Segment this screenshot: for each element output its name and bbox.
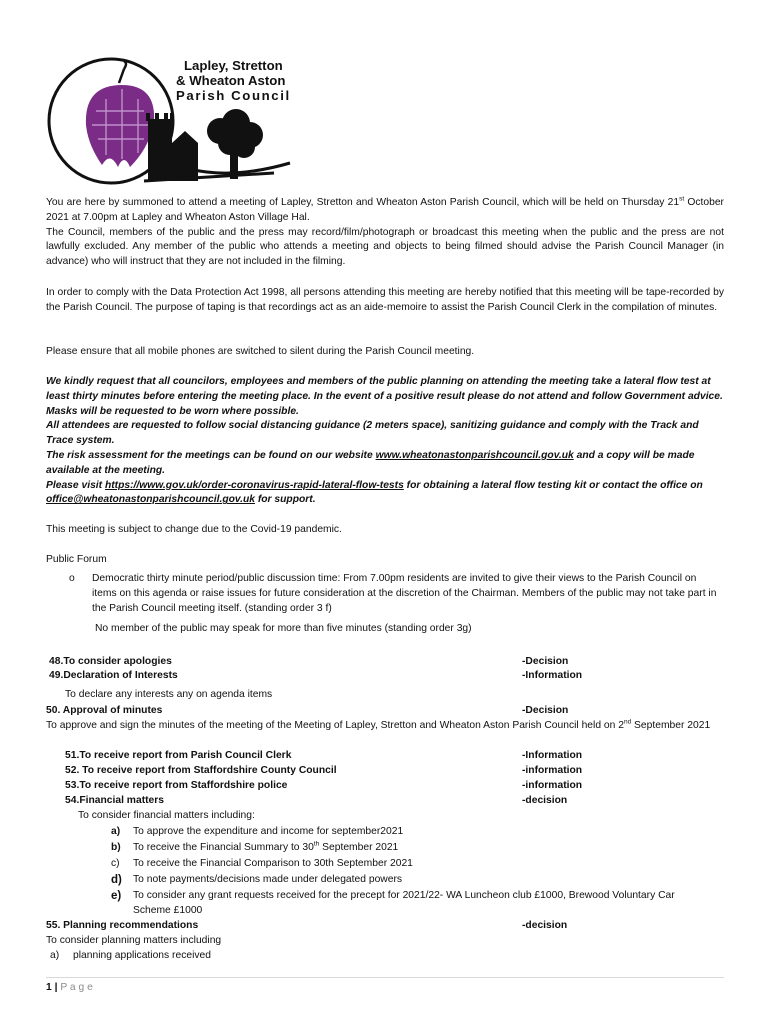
- agenda-item-50: 50. Approval of minutes: [46, 705, 163, 716]
- distancing-request: All attendees are requested to follow social distancing guidance (2 meters space), sanitizing guidance and comply with the Track and Trace system.: [46, 420, 699, 447]
- summons-paragraph: [46, 196, 724, 270]
- council-website-link[interactable]: www.wheatonastonparishcouncil.gov.uk: [375, 449, 574, 461]
- fin-item-d-text: To note payments/decisions made under delegated powers: [133, 874, 403, 885]
- flower-icon: [119, 61, 126, 83]
- kit-note-text-end: for support.: [254, 494, 316, 506]
- agenda-item-49-note: To declare any interests any on agenda items: [65, 689, 273, 700]
- agenda-item-52: 52. To receive report from Staffordshire County Council: [65, 765, 337, 776]
- agenda-item-51: 51.To receive report from Parish Council Clerk: [65, 750, 292, 761]
- agenda-item-50-note: [46, 719, 726, 734]
- agenda-item-53-type: -information: [522, 780, 583, 791]
- plan-item-a-letter: a): [50, 950, 60, 961]
- fin-item-a-text: To approve the expenditure and income for september2021: [133, 826, 404, 837]
- minutes-note-text: To approve and sign the minutes of the meeting of the Meeting of Lapley, Stretton and Wheaton Aston Parish Council held on 2: [46, 720, 624, 731]
- risk-assessment-text-end: and a copy will be made available at the meeting.: [46, 449, 695, 476]
- public-forum-text-2: No member of the public may speak for more than five minutes (standing order 3g): [95, 623, 472, 634]
- footer-separator: |: [54, 982, 58, 993]
- covid-change-note: This meeting is subject to change due to the Covid-19 pandemic.: [46, 524, 342, 535]
- fin-b-sup: th: [313, 840, 320, 848]
- covid-guidance: [46, 375, 724, 508]
- risk-assessment-note: [46, 449, 724, 479]
- agenda-item-48: 48.To consider apologies: [49, 656, 172, 667]
- fin-item-a-letter: a): [111, 826, 121, 837]
- logo-title-line2: & Wheaton Aston: [176, 73, 286, 88]
- fin-item-b-text: [133, 841, 398, 855]
- recording-notice: The Council, members of the public and the press may record/film/photograph or broadcast this meeting when the public and the press are not lawfully excluded. Any member of the public who attends a meeting and objects to being filmed should advise the Parish Council Manager (in advance) who will instruct that they are not included in the filming.: [46, 226, 724, 268]
- public-forum-text: Democratic thirty minute period/public discussion time: From 7.00pm residents are invited to give their views to the Parish Council on items on this agenda or raise issues for future consideration at the discretion of the Chairman. Members of the public may not take part in the Parish Council meeting itself. (standing order 3 f): [92, 573, 717, 614]
- fin-item-d-letter: d): [111, 874, 122, 886]
- mobile-phones-notice: Please ensure that all mobile phones are switched to silent during the Parish Council meeting.: [46, 346, 475, 357]
- public-forum-title: Public Forum: [46, 554, 107, 565]
- agenda-item-50-type: -Decision: [522, 705, 569, 716]
- page-label: P a g e: [60, 982, 93, 993]
- agenda-item-49: 49.Declaration of Interests: [49, 670, 178, 681]
- lateral-flow-kit-note: [46, 479, 724, 509]
- fin-item-b-letter: b): [111, 842, 121, 853]
- risk-assessment-text: The risk assessment for the meetings can be found on our website: [46, 449, 376, 461]
- fin-item-e-text: To consider any grant requests received for the precept for 2021/22- WA Luncheon club £1000, Brewood Voluntary Car Scheme £1000: [133, 890, 675, 916]
- page-footer: [46, 981, 93, 995]
- minutes-note-sup: nd: [623, 718, 632, 726]
- church-icon: [146, 113, 198, 181]
- agenda-item-53: 53.To receive report from Staffordshire police: [65, 780, 288, 791]
- minutes-note-text-end: September 2021: [631, 720, 711, 731]
- data-protection-paragraph: In order to comply with the Data Protection Act 1998, all persons attending this meeting are hereby notified that this meeting will be tape-recorded by the Parish Council. The purpose of taping is that recordings act as an aide-memoire to assist the Parish Council Clerk in the compilation of minutes.: [46, 287, 724, 313]
- fin-b-text-end: September 2021: [319, 842, 399, 853]
- kit-note-text: Please visit: [46, 479, 105, 491]
- summons-text: You are here by summoned to attend a meeting of Lapley, Stretton and Wheaton Aston Parish Council, which will be held on Thursday 21: [46, 197, 680, 208]
- public-forum-bullet: o: [69, 573, 75, 584]
- lateral-flow-request: We kindly request that all councilors, employees and members of the public planning on attending the meeting take a lateral flow test at least thirty minutes before entering the meeting place. In the event of a positive result please do not attend and follow Government advice. Masks will be requested to be worn where possible.: [46, 376, 723, 417]
- fin-item-c-letter: c): [111, 858, 120, 869]
- agenda-item-52-type: -information: [522, 765, 583, 776]
- fin-b-text: To receive the Financial Summary to 30: [133, 842, 314, 853]
- office-email-link[interactable]: office@wheatonastonparishcouncil.gov.uk: [46, 494, 255, 506]
- agenda-item-55-type: -decision: [522, 920, 568, 931]
- agenda-item-55: 55. Planning recommendations: [46, 920, 199, 931]
- agenda-item-54-note: To consider financial matters including:: [78, 810, 255, 821]
- fin-item-e-letter: e): [111, 890, 122, 902]
- fin-item-c-text: To receive the Financial Comparison to 30th September 2021: [133, 858, 413, 869]
- tree-icon: [207, 109, 263, 179]
- agenda-item-49-type: -Information: [522, 670, 583, 681]
- footer-divider: [46, 977, 724, 978]
- gov-lft-link[interactable]: https://www.gov.uk/order-coronavirus-rapid-lateral-flow-tests: [104, 479, 404, 491]
- agenda-item-48-type: -Decision: [522, 656, 569, 667]
- agenda-item-51-type: -Information: [522, 750, 583, 761]
- plan-item-a-text: planning applications received: [73, 950, 211, 961]
- logo-title-line3: Parish Council: [176, 88, 291, 103]
- summons-sup: st: [679, 195, 685, 203]
- council-logo: [44, 55, 294, 187]
- agenda-item-54-type: -decision: [522, 795, 568, 806]
- page-number: 1: [46, 982, 52, 993]
- agenda-item-55-note: To consider planning matters including: [46, 935, 222, 946]
- logo-title-line1: Lapley, Stretton: [184, 58, 283, 73]
- summons-text-end: October 2021 at 7.00pm at Lapley and Wheaton Aston Village Hal.: [46, 197, 724, 223]
- kit-note-text-mid: for obtaining a lateral flow testing kit or contact the office on: [403, 479, 703, 491]
- agenda-item-54: 54.Financial matters: [65, 795, 165, 806]
